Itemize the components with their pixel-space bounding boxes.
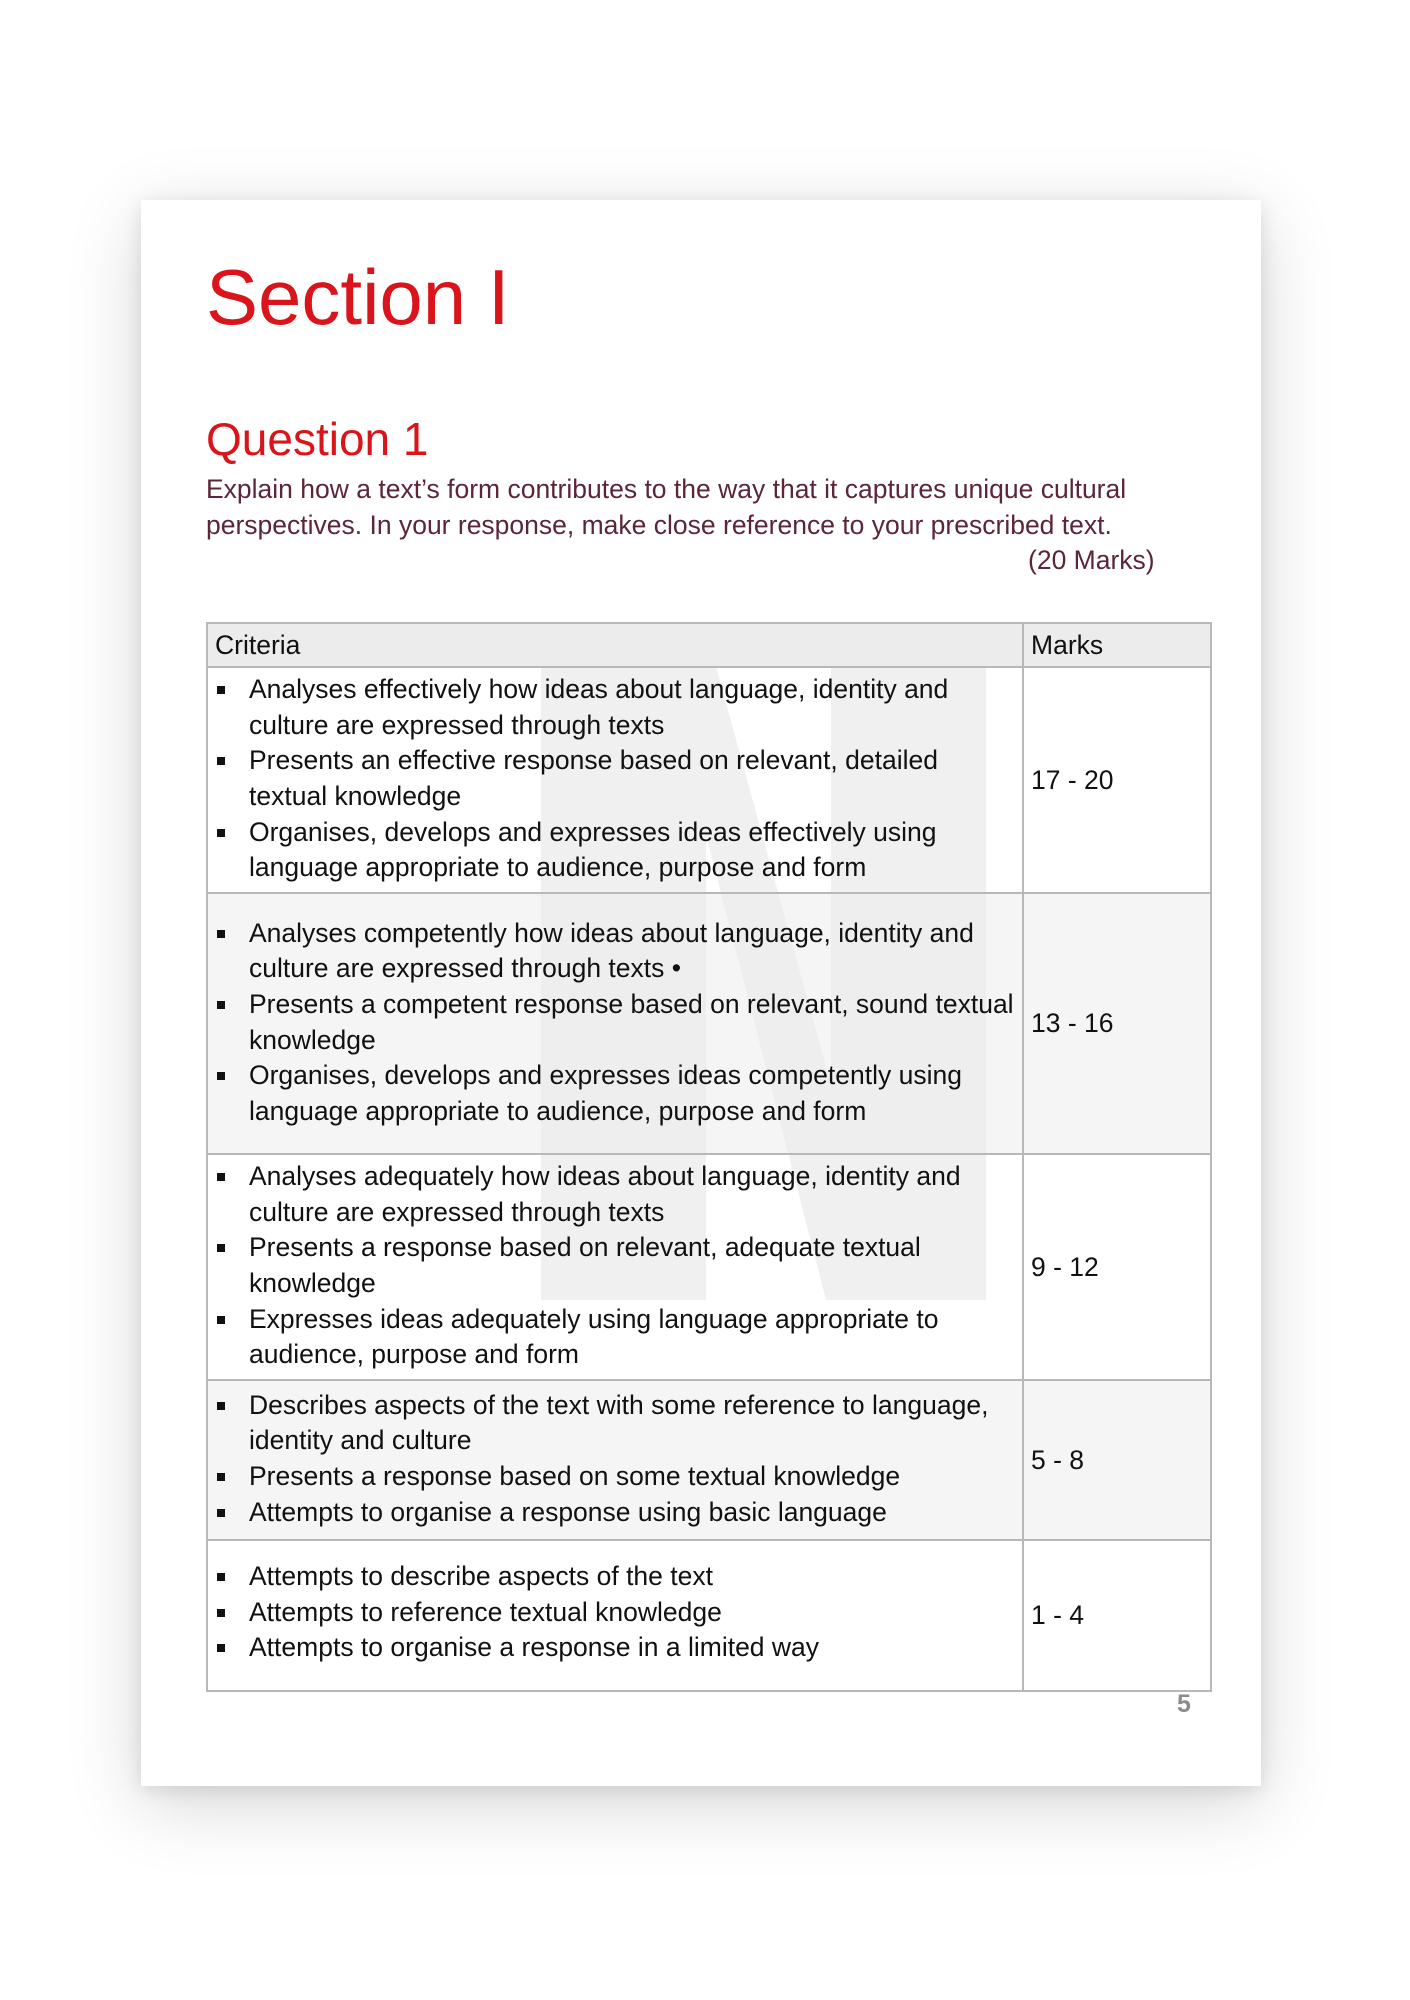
document-page [141, 200, 1261, 1786]
criteria-list-item [216, 1495, 1016, 1531]
question-prompt: Explain how a text’s form contributes to the way that it captures unique cultural perspectives. In your response, make close reference to your prescribed text. [206, 474, 1127, 540]
criteria-text: Presents a response based on relevant, adequate textual knowledge [249, 1232, 921, 1298]
marking-criteria-body [207, 667, 1211, 1691]
mark-range-cell: 9 - 12 [1023, 1154, 1211, 1380]
criteria-list-item [216, 1388, 1016, 1459]
mark-range-cell: 17 - 20 [1023, 667, 1211, 893]
square-bullet-icon [217, 1316, 225, 1324]
square-bullet-icon [217, 1573, 225, 1581]
criteria-text: Describes aspects of the text with some reference to language, identity and culture [249, 1389, 989, 1456]
question-title: Question 1 [206, 413, 429, 465]
mark-range-cell: 1 - 4 [1023, 1540, 1211, 1691]
marking-criteria-table [206, 622, 1212, 1692]
criteria-text: Attempts to organise a response in a limited way [249, 1632, 820, 1663]
criteria-text: Organises, develops and expresses ideas competently using language appropriate to audience, purpose and form [249, 1060, 962, 1126]
square-bullet-icon [217, 1473, 225, 1481]
criteria-header: Criteria [207, 623, 1023, 667]
criteria-row-5-8 [207, 1380, 1211, 1540]
criteria-list [216, 916, 1016, 1130]
criteria-cell [207, 1154, 1023, 1380]
criteria-list-item [216, 1230, 1016, 1301]
criteria-row-13-16 [207, 893, 1211, 1154]
criteria-cell [207, 667, 1023, 893]
criteria-cell [207, 893, 1023, 1154]
criteria-list-item [216, 1302, 1016, 1373]
criteria-list-item [216, 1630, 1016, 1666]
square-bullet-icon [217, 829, 225, 837]
criteria-text: Analyses effectively how ideas about language, identity and culture are expressed through texts [249, 674, 949, 740]
criteria-row-9-12 [207, 1154, 1211, 1380]
page-number: 5 [1177, 1690, 1191, 1718]
criteria-text: Attempts to describe aspects of the text [249, 1561, 713, 1591]
criteria-list-item [216, 1159, 1016, 1230]
square-bullet-icon [217, 930, 225, 938]
square-bullet-icon [217, 1644, 225, 1652]
square-bullet-icon [217, 1072, 225, 1080]
criteria-list-item [216, 916, 1016, 987]
section-title: Section I [206, 253, 510, 341]
square-bullet-icon [217, 1001, 225, 1009]
mark-range-cell: 13 - 16 [1023, 893, 1211, 1154]
square-bullet-icon [217, 1609, 225, 1617]
criteria-row-17-20 [207, 667, 1211, 893]
criteria-list-item [216, 987, 1016, 1058]
criteria-list [216, 672, 1016, 886]
criteria-list-item [216, 1595, 1016, 1631]
criteria-text: Attempts to reference textual knowledge [249, 1596, 722, 1627]
criteria-list-item [216, 743, 1016, 814]
criteria-text: Analyses adequately how ideas about language, identity and culture are expressed through texts [249, 1161, 961, 1227]
question-marks: (20 Marks) [1028, 545, 1155, 575]
square-bullet-icon [217, 757, 225, 765]
square-bullet-icon [217, 686, 225, 694]
criteria-cell [207, 1540, 1023, 1691]
criteria-list [216, 1388, 1016, 1530]
square-bullet-icon [217, 1244, 225, 1252]
criteria-cell [207, 1380, 1023, 1540]
criteria-text: Analyses competently how ideas about language, identity and culture are expressed through texts • [249, 917, 974, 984]
header-row [207, 623, 1211, 667]
square-bullet-icon [217, 1509, 225, 1517]
criteria-list [216, 1159, 1016, 1373]
marks-header: Marks [1023, 623, 1211, 667]
criteria-list [216, 1559, 1016, 1666]
criteria-list-item [216, 672, 1016, 743]
criteria-list-item [216, 1459, 1016, 1495]
criteria-list-item [216, 1058, 1016, 1129]
square-bullet-icon [217, 1402, 225, 1410]
square-bullet-icon [217, 1173, 225, 1181]
criteria-text: Presents a response based on some textual knowledge [249, 1461, 901, 1491]
marking-criteria-header [207, 623, 1211, 667]
criteria-list-item [216, 815, 1016, 886]
criteria-text: Expresses ideas adequately using language appropriate to audience, purpose and form [249, 1303, 939, 1370]
mark-range-cell: 5 - 8 [1023, 1380, 1211, 1540]
criteria-text: Organises, develops and expresses ideas effectively using language appropriate to audience, purpose and form [249, 816, 937, 883]
criteria-text: Presents a competent response based on relevant, sound textual knowledge [249, 988, 1014, 1055]
criteria-text: Attempts to organise a response using basic language [249, 1496, 887, 1527]
criteria-list-item [216, 1559, 1016, 1595]
criteria-text: Presents an effective response based on relevant, detailed textual knowledge [249, 745, 938, 811]
criteria-row-1-4 [207, 1540, 1211, 1691]
